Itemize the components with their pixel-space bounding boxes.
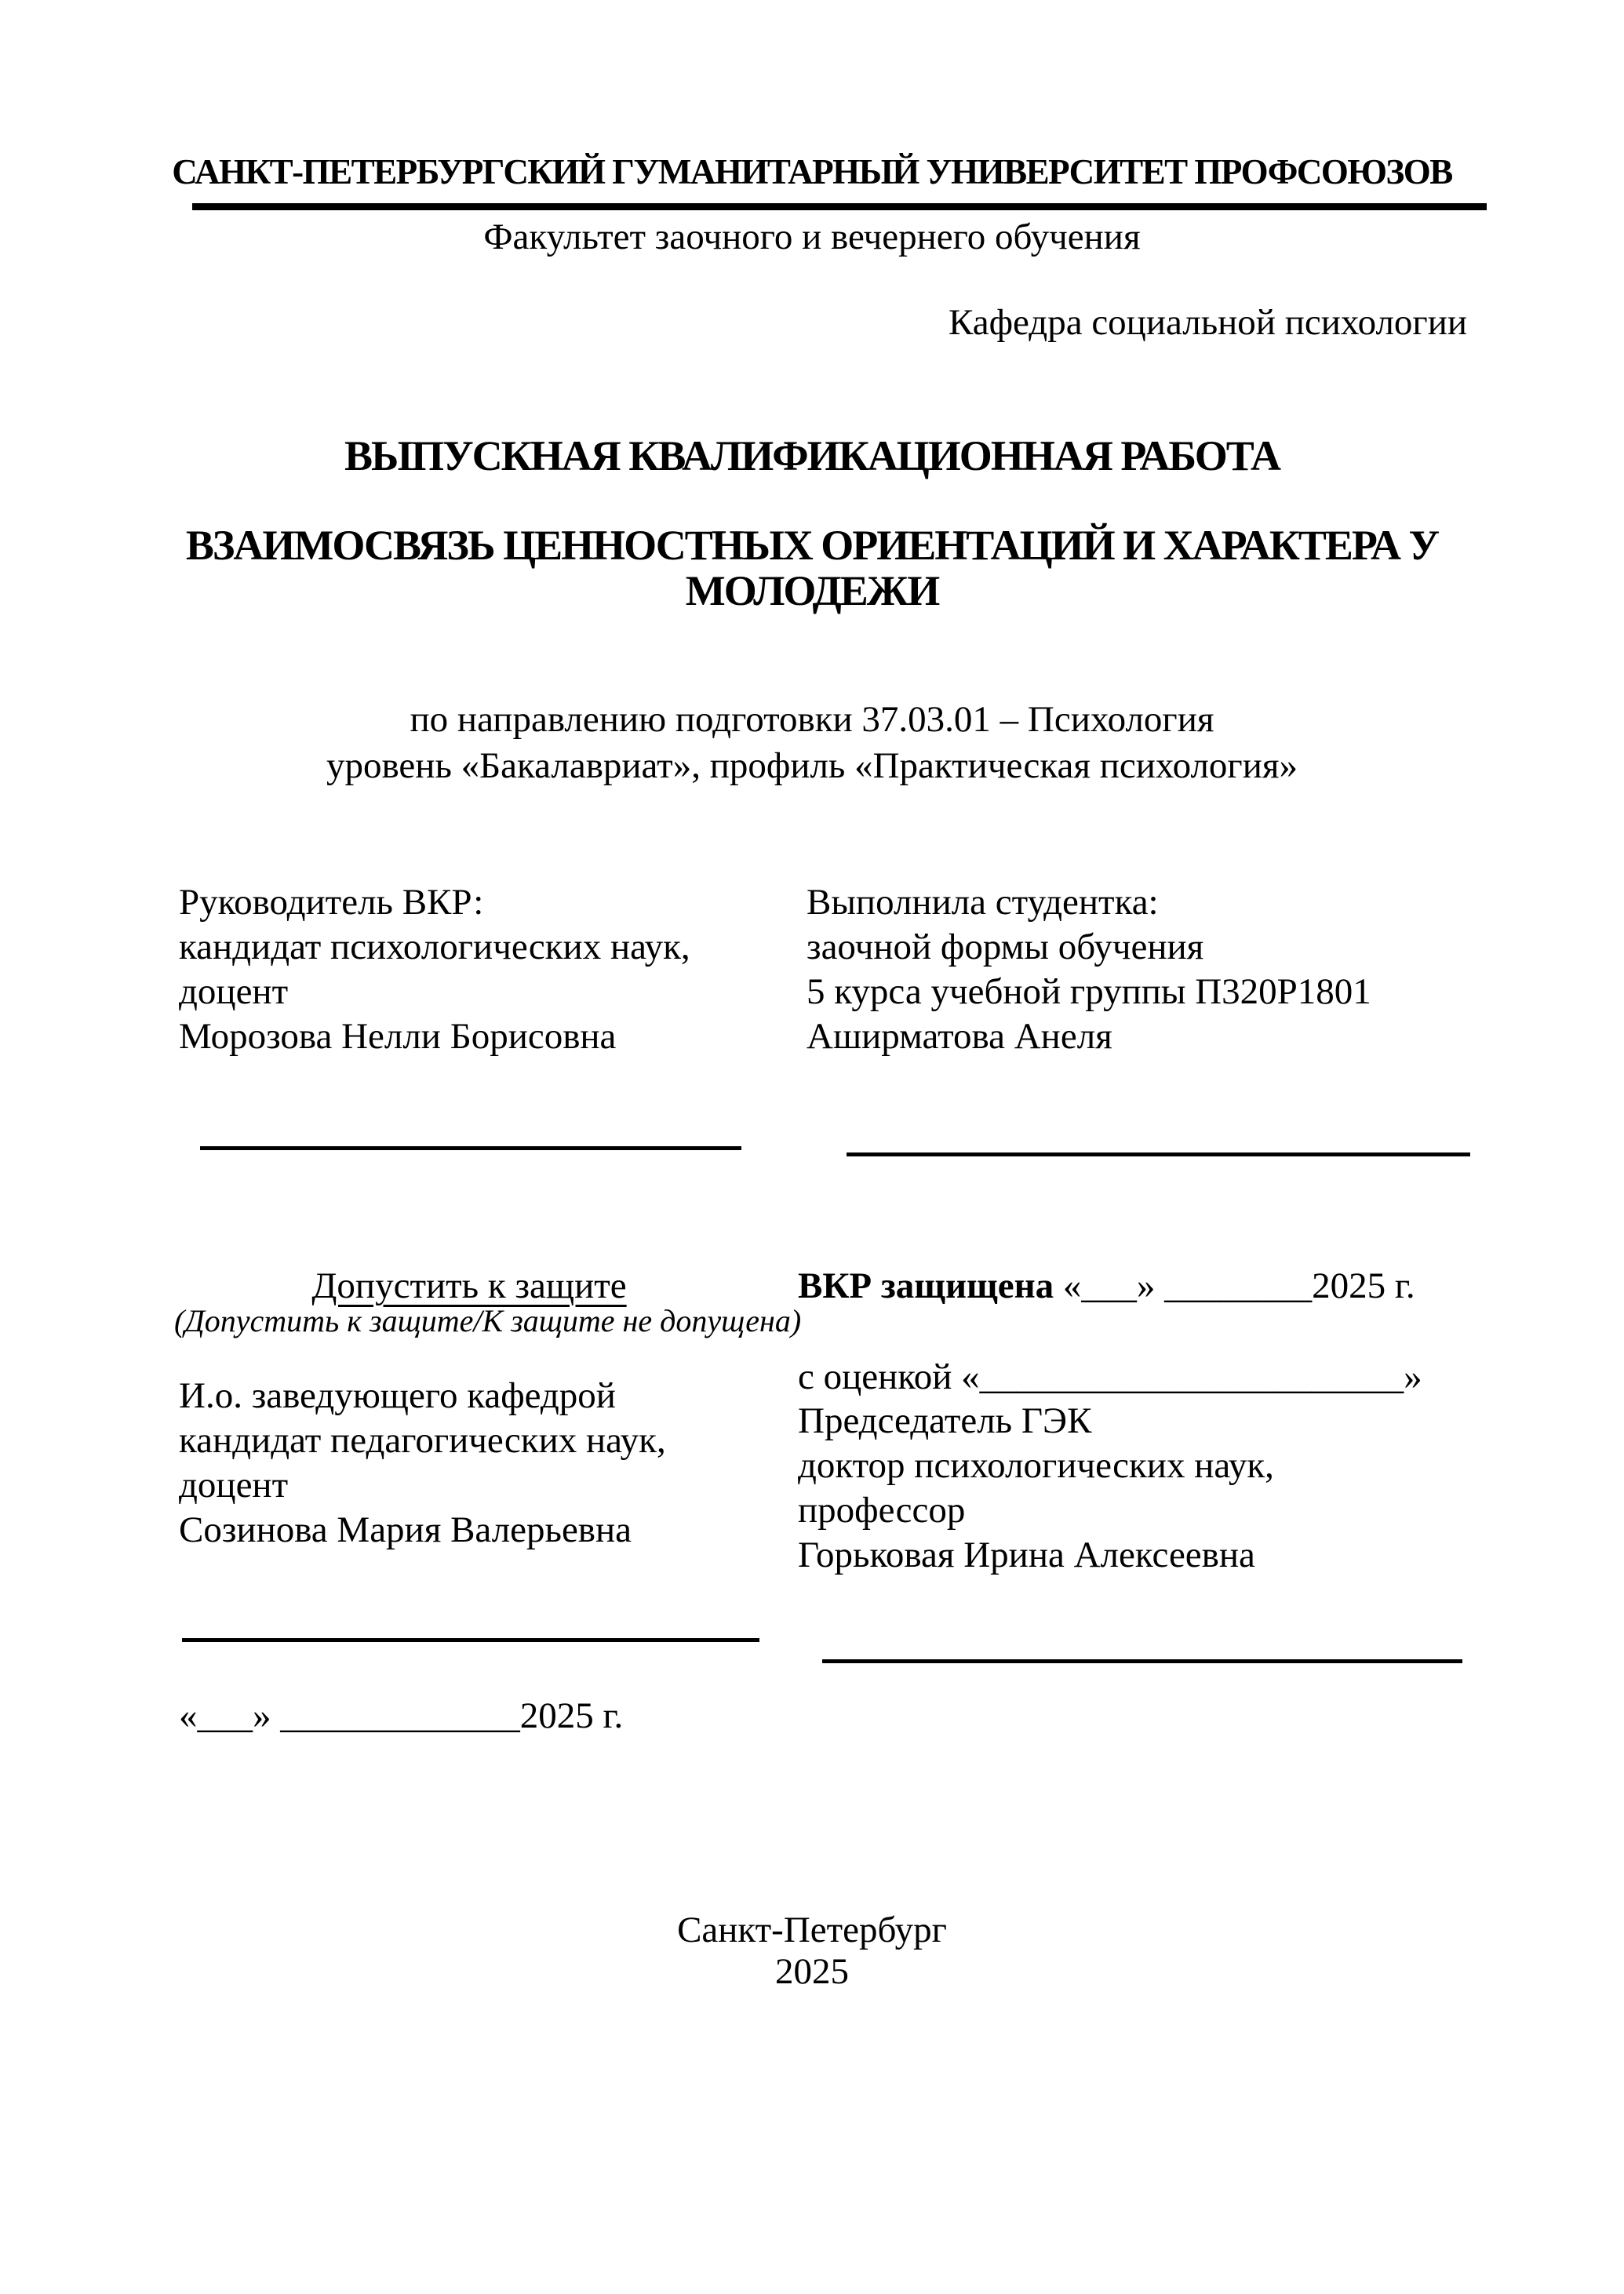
university-name: САНКТ-ПЕТЕРБУРГСКИЙ ГУМАНИТАРНЫЙ УНИВЕРСИТЕТ ПРОФСОЮЗОВ: [172, 152, 1452, 191]
admission-heading-row: [179, 1264, 759, 1309]
program-level-profile: уровень «Бакалавриат», профиль «Практическая психология»: [326, 745, 1298, 786]
admission-official-role: И.о. заведующего кафедрой: [179, 1375, 616, 1416]
admission-official-signature-line: [182, 1638, 759, 1642]
gek-chairman-role: Председатель ГЭК: [798, 1400, 1092, 1441]
department-name: Кафедра социальной психологии: [949, 302, 1467, 343]
student-block: [807, 880, 1371, 1059]
program-direction: по направлению подготовки 37.03.01 – Психология: [410, 699, 1214, 740]
student-name: Аширматова Анеля: [807, 1016, 1112, 1057]
gek-chairman-degree: доктор психологических наук,: [798, 1445, 1274, 1486]
thesis-title-line-1: ВЗАИМОСВЯЗЬ ЦЕННОСТНЫХ ОРИЕНТАЦИЙ И ХАРАКТЕРА У: [185, 522, 1439, 569]
defense-status-label: ВКР защищена: [798, 1265, 1054, 1306]
supervisor-role: Руководитель ВКР:: [179, 882, 484, 923]
student-study-form: заочной формы обучения: [807, 927, 1204, 967]
admission-note: (Допустить к защите/К защите не допущена): [174, 1303, 802, 1338]
gek-chairman-rank: профессор: [798, 1490, 966, 1531]
gek-chairman-signature-line: [822, 1659, 1462, 1663]
header-rule: [192, 203, 1487, 210]
student-role: Выполнила студентка:: [807, 882, 1159, 923]
supervisor-name: Морозова Нелли Борисовна: [179, 1016, 617, 1057]
footer-year: 2025: [775, 1951, 849, 1992]
footer-city: Санкт-Петербург: [677, 1910, 947, 1950]
gek-chairman-name: Горьковая Ирина Алексеевна: [798, 1535, 1255, 1575]
supervisor-block: [179, 880, 690, 1059]
supervisor-rank: доцент: [179, 971, 289, 1012]
admission-official-block: [179, 1374, 666, 1553]
student-signature-line: [847, 1152, 1470, 1156]
defense-status-line: [798, 1264, 1415, 1309]
admission-heading: Допустить к защите: [311, 1265, 627, 1306]
supervisor-degree: кандидат психологических наук,: [179, 927, 690, 967]
admission-official-name: Созинова Мария Валерьевна: [179, 1509, 632, 1550]
admission-official-degree: кандидат педагогических наук,: [179, 1420, 666, 1461]
work-type-heading: ВЫПУСКНАЯ КВАЛИФИКАЦИОННАЯ РАБОТА: [344, 432, 1280, 479]
defense-grade-line: с оценкой «_______________________»: [798, 1356, 1422, 1397]
admission-date-line: «___» _____________2025 г.: [179, 1695, 624, 1736]
gek-chairman-block: [798, 1399, 1274, 1578]
thesis-title-line-2: МОЛОДЕЖИ: [685, 567, 939, 614]
student-group: 5 курса учебной группы П320Р1801: [807, 971, 1371, 1012]
defense-date-blank: «___» ________2025 г.: [1062, 1265, 1415, 1306]
supervisor-signature-line: [200, 1146, 741, 1150]
faculty-name: Факультет заочного и вечернего обучения: [483, 217, 1141, 257]
admission-official-rank: доцент: [179, 1465, 289, 1506]
